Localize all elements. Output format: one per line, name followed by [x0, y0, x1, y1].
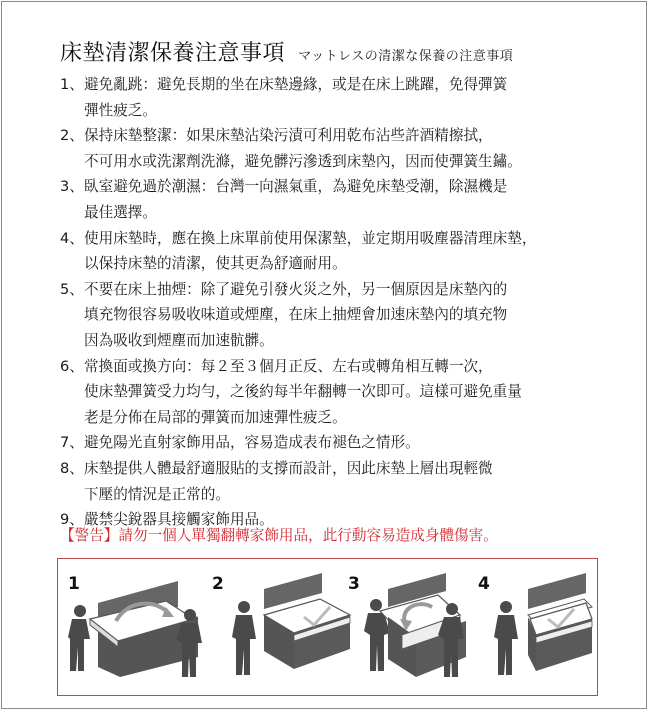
- instruction-item: [60, 226, 620, 277]
- person-3a-head: [370, 599, 382, 611]
- instruction-item: [60, 72, 620, 123]
- instruction-number: 3、: [60, 178, 84, 196]
- instruction-text: 保持床墊整潔：如果床墊沾染污漬可利用乾布沾些許酒精擦拭，: [84, 127, 493, 145]
- instruction-text: 彈性疲乏。: [84, 101, 157, 119]
- instruction-text: 使床墊彈簧受力均勻，之後約每半年翻轉一次即可。這樣可避免重量: [84, 383, 522, 401]
- step-3-number: 3: [348, 574, 360, 594]
- person-4: [494, 615, 518, 675]
- step-2-illustration: [212, 573, 350, 675]
- title-row: [60, 36, 513, 67]
- instruction-text: 最佳選擇。: [84, 203, 157, 221]
- person-3b-head: [446, 603, 458, 615]
- instruction-list: [60, 72, 620, 533]
- instruction-text: 嚴禁尖銳器具接觸家飾用品。: [84, 511, 274, 529]
- instruction-number: 5、: [60, 280, 84, 298]
- instruction-item: [60, 354, 620, 431]
- flip-illustration-box: [57, 558, 598, 696]
- step-1-number: 1: [68, 574, 80, 594]
- instruction-text: 臥室避免過於潮濕：台灣一向濕氣重，為避免床墊受潮，除濕機是: [84, 178, 508, 196]
- step-1-illustration: [68, 574, 202, 677]
- step-2-number: 2: [212, 574, 224, 594]
- instruction-text: 床墊提供人體最舒適服貼的支撐而設計，因此床墊上層出現輕微: [84, 459, 493, 477]
- step-4-illustration: [478, 573, 592, 675]
- person-left-head: [74, 605, 86, 617]
- instruction-text: 下壓的情況是正常的。: [84, 485, 230, 503]
- instruction-number: 6、: [60, 357, 84, 375]
- person-right-head: [184, 609, 196, 621]
- person-4-head: [500, 601, 512, 613]
- instruction-number: 9、: [60, 511, 84, 529]
- instruction-text: 避免陽光直射家飾用品，容易造成表布褪色之情形。: [84, 434, 420, 452]
- person-2-head: [238, 601, 250, 613]
- care-instructions-page: [1, 1, 647, 709]
- instruction-text: 不可用水或洗潔劑洗滌，避免髒污滲透到床墊內，因而使彈簧生鏽。: [84, 152, 522, 170]
- instruction-item: [60, 430, 620, 456]
- instruction-number: 4、: [60, 229, 84, 247]
- instruction-number: 2、: [60, 127, 84, 145]
- instruction-text: 老是分佈在局部的彈簧而加速彈性疲乏。: [84, 408, 347, 426]
- person-left: [68, 619, 90, 671]
- person-3a: [364, 613, 390, 671]
- instruction-text: 使用床墊時，應在換上床單前使用保潔墊，並定期用吸塵器清理床墊，: [84, 229, 537, 247]
- instruction-item: [60, 174, 620, 225]
- step-3-illustration: [348, 573, 466, 677]
- instruction-text: 不要在床上抽煙：除了避免引發火災之外，另一個原因是床墊內的: [84, 280, 508, 298]
- instruction-item: [60, 277, 620, 354]
- person-2: [232, 615, 256, 675]
- instruction-text: 填充物很容易吸收味道或煙塵，在床上抽煙會加速床墊內的填充物: [84, 306, 508, 324]
- warning-text: 【警告】請勿一個人單獨翻轉家飾用品，此行動容易造成身體傷害。: [60, 527, 498, 544]
- instruction-text: 因為吸收到煙塵而加速骯髒。: [84, 331, 274, 349]
- instruction-text: 以保持床墊的清潔，使其更為舒適耐用。: [84, 255, 347, 273]
- page-title: 床墊清潔保養注意事項: [60, 41, 286, 66]
- instruction-text: 常換面或換方向：每２至３個月正反、左右或轉角相互轉一次，: [84, 357, 493, 375]
- instruction-item: [60, 123, 620, 174]
- instruction-number: 7、: [60, 434, 84, 452]
- instruction-item: [60, 456, 620, 507]
- flip-steps-illustration: [58, 559, 599, 697]
- instruction-number: 1、: [60, 76, 84, 93]
- instruction-number: 8、: [60, 459, 84, 477]
- instruction-text: 避免亂跳：避免長期的坐在床墊邊緣，或是在床上跳躍，免得彈簧: [84, 76, 508, 93]
- step-4-number: 4: [478, 574, 490, 594]
- page-subtitle: マットレスの清潔な保養の注意事項: [298, 49, 514, 64]
